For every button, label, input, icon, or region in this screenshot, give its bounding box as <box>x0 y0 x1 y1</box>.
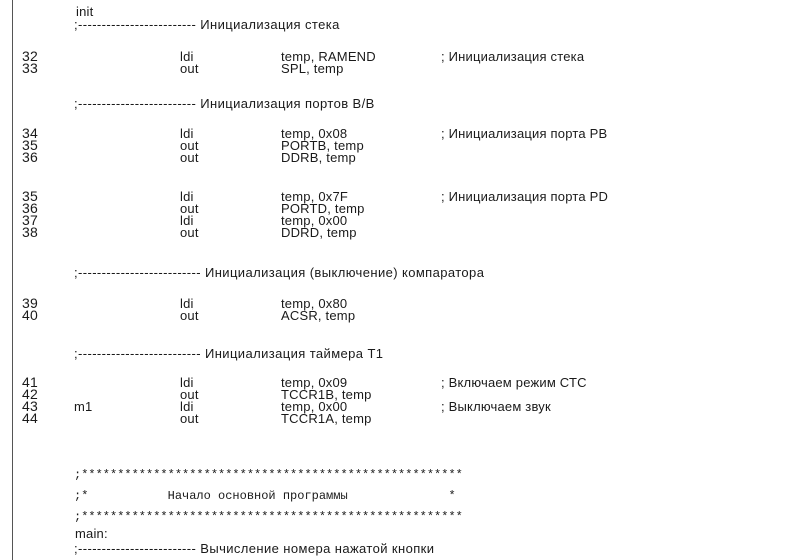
banner-top: ;***************************************************** <box>74 468 463 482</box>
line-number: 39 <box>22 295 38 311</box>
line-number: 41 <box>22 374 38 390</box>
line-number: 33 <box>22 60 38 76</box>
line-number: 38 <box>22 224 38 240</box>
operands: temp, 0x08 <box>281 126 348 141</box>
operands: DDRB, temp <box>281 150 356 165</box>
mnemonic: ldi <box>180 399 194 414</box>
line-number: 44 <box>22 410 38 426</box>
label-main: main: <box>75 526 108 541</box>
line-number: 32 <box>22 48 38 64</box>
operands: TCCR1B, temp <box>281 387 372 402</box>
mnemonic: out <box>180 201 199 216</box>
mnemonic: out <box>180 411 199 426</box>
operands: temp, 0x00 <box>281 213 348 228</box>
line-number: 40 <box>22 307 38 323</box>
line-number: 35 <box>22 188 38 204</box>
mnemonic: ldi <box>180 126 194 141</box>
operands: temp, 0x80 <box>281 296 348 311</box>
line-number: 36 <box>22 149 38 165</box>
operands: PORTB, temp <box>281 138 364 153</box>
line-number: 36 <box>22 200 38 216</box>
mnemonic: out <box>180 387 199 402</box>
page-edge-line <box>12 0 13 560</box>
header-comparator: ;-------------------------- Инициализация (выключение) компаратора <box>74 265 485 280</box>
operands: TCCR1A, temp <box>281 411 372 426</box>
line-number: 42 <box>22 386 38 402</box>
mnemonic: out <box>180 138 199 153</box>
banner-bottom: ;***************************************************** <box>74 510 463 524</box>
line-number: 34 <box>22 125 38 141</box>
header-timer: ;-------------------------- Инициализация таймера Т1 <box>74 346 384 361</box>
mnemonic: out <box>180 308 199 323</box>
operands: temp, RAMEND <box>281 49 376 64</box>
mnemonic: ldi <box>180 375 194 390</box>
line-comment: ; Выключаем звук <box>441 399 551 414</box>
operands: temp, 0x7F <box>281 189 349 204</box>
operands: SPL, temp <box>281 61 344 76</box>
line-comment: ; Инициализация порта PD <box>441 189 609 204</box>
operands: temp, 0x09 <box>281 375 348 390</box>
operands: temp, 0x00 <box>281 399 348 414</box>
mnemonic: out <box>180 61 199 76</box>
mnemonic: ldi <box>180 296 194 311</box>
operands: ACSR, temp <box>281 308 356 323</box>
line-number: 37 <box>22 212 38 228</box>
header-stack: ;------------------------- Инициализация стека <box>74 17 340 32</box>
operands: DDRD, temp <box>281 225 357 240</box>
mnemonic: ldi <box>180 189 194 204</box>
banner-title: ;* Начало основной программы * <box>74 489 456 503</box>
mnemonic: out <box>180 225 199 240</box>
operands: PORTD, temp <box>281 201 365 216</box>
line-number: 35 <box>22 137 38 153</box>
line-label: m1 <box>74 399 93 414</box>
header-calc: ;------------------------- Вычисление номера нажатой кнопки <box>74 541 435 556</box>
line-comment: ; Инициализация стека <box>441 49 585 64</box>
mnemonic: out <box>180 150 199 165</box>
line-number: 43 <box>22 398 38 414</box>
header-ports: ;------------------------- Инициализация портов В/В <box>74 96 375 111</box>
label-init: init <box>76 4 94 19</box>
line-comment: ; Включаем режим СТС <box>441 375 587 390</box>
line-comment: ; Инициализация порта PB <box>441 126 608 141</box>
mnemonic: ldi <box>180 213 194 228</box>
mnemonic: ldi <box>180 49 194 64</box>
